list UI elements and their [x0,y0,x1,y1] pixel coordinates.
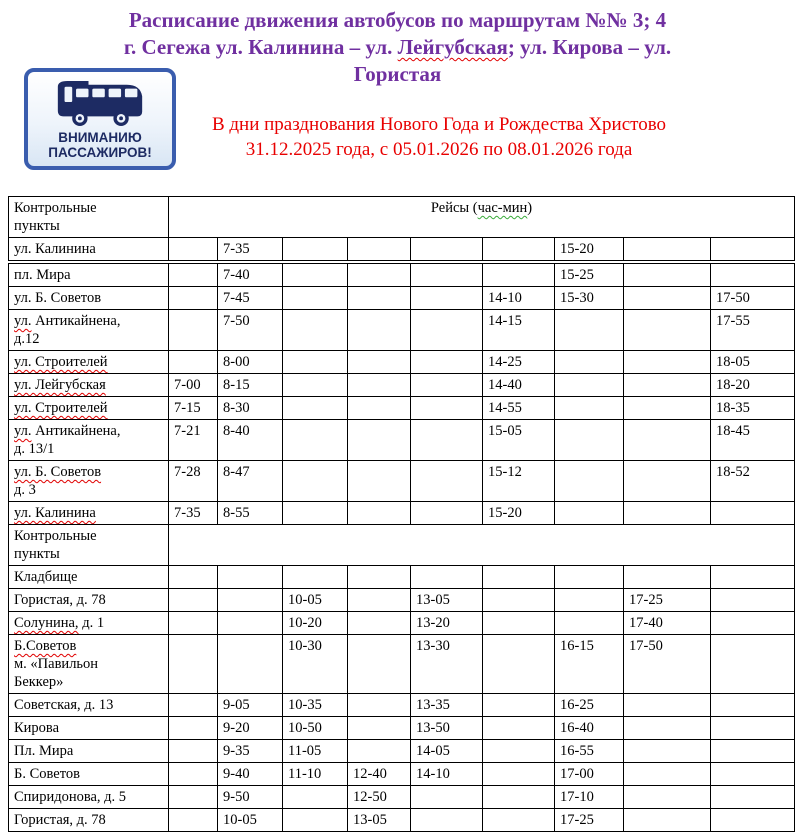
holiday-notice-line1: В дни празднования Нового Года и Рождества Христово [211,114,667,135]
time-cell: 9-40 [218,763,283,786]
time-cell: 16-40 [555,717,624,740]
time-cell [348,635,411,694]
time-cell [624,786,711,809]
time-cell [283,420,348,461]
time-cell [411,461,483,502]
time-cell [348,612,411,635]
time-cell [283,238,348,263]
time-cell: 7-28 [169,461,218,502]
time-cell [711,694,795,717]
time-cell [411,397,483,420]
time-cell [624,310,711,351]
table-row [9,612,795,635]
time-cell [411,238,483,263]
time-cell [169,262,218,287]
time-cell [555,420,624,461]
time-cell: 16-55 [555,740,624,763]
time-cell [411,566,483,589]
time-cell [169,740,218,763]
time-cell [348,310,411,351]
time-cell [555,310,624,351]
time-cell: 10-35 [283,694,348,717]
time-cell: 18-05 [711,351,795,374]
time-cell: 18-52 [711,461,795,502]
time-cell: 7-21 [169,420,218,461]
time-cell: 7-15 [169,397,218,420]
spellcheck-squiggle: ул. [14,423,32,439]
time-cell [283,310,348,351]
time-cell: 13-20 [411,612,483,635]
table-row [9,717,795,740]
time-cell: 10-05 [283,589,348,612]
stop-cell: ул. Антикайнена, д.12 [9,310,169,351]
badge-text-line2: ПАССАЖИРОВ! [48,145,152,160]
stop-cell: Гористая, д. 78 [9,589,169,612]
time-cell: 8-40 [218,420,283,461]
time-cell: 7-35 [218,238,283,263]
time-cell [483,740,555,763]
time-cell [348,374,411,397]
time-cell [411,786,483,809]
time-cell: 15-30 [555,287,624,310]
time-cell [711,740,795,763]
time-cell [411,502,483,525]
time-cell: 14-05 [411,740,483,763]
table-row [9,635,795,694]
stop-cell: Кирова [9,717,169,740]
time-cell: 7-35 [169,502,218,525]
attention-passengers-badge [24,68,176,170]
time-cell [283,461,348,502]
time-cell [711,786,795,809]
time-cell [348,589,411,612]
time-cell: 14-10 [411,763,483,786]
spellcheck-squiggle: Солунина, [14,615,79,631]
time-cell [624,397,711,420]
time-cell [411,351,483,374]
time-cell [283,351,348,374]
time-cell: 10-05 [218,809,283,832]
time-cell [348,287,411,310]
time-cell [411,420,483,461]
time-cell: 11-05 [283,740,348,763]
time-cell [283,566,348,589]
time-cell [483,238,555,263]
table-row [9,763,795,786]
time-cell [555,502,624,525]
time-cell [169,310,218,351]
time-cell [483,694,555,717]
trips-header-post: ) [527,200,533,216]
stop-cell [9,397,169,420]
time-cell [711,612,795,635]
time-cell [411,287,483,310]
time-cell [624,717,711,740]
table-row [9,351,795,374]
section-header-spacer-cell [169,525,795,566]
time-cell [169,635,218,694]
time-cell [411,809,483,832]
table-row [9,502,795,525]
time-cell: 12-40 [348,763,411,786]
time-cell [283,786,348,809]
page-title: Расписание движения автобусов по маршрутам №№ 3; 4 г. Сегежа ул. Калинина – ул. Лейгубская; ул. Кирова – ул. Гористая [123,8,672,86]
time-cell: 8-55 [218,502,283,525]
time-cell [624,566,711,589]
time-cell [348,740,411,763]
stop-cell: ул. Б. Советов д. 3 [9,461,169,502]
time-cell: 10-30 [283,635,348,694]
time-cell [555,612,624,635]
table-row [9,786,795,809]
time-cell [483,262,555,287]
time-cell [348,351,411,374]
stop-cell: Гористая, д. 78 [9,809,169,832]
stop-cell [9,374,169,397]
time-cell [555,566,624,589]
time-cell [348,420,411,461]
time-cell [711,566,795,589]
table-row [9,420,795,461]
time-cell [624,461,711,502]
time-cell: 13-05 [411,589,483,612]
time-cell [411,310,483,351]
time-cell [218,566,283,589]
time-cell [555,351,624,374]
time-cell [169,351,218,374]
time-cell: 9-50 [218,786,283,809]
table-row [9,287,795,310]
time-cell [283,287,348,310]
header-area [0,0,795,196]
time-cell [483,566,555,589]
time-cell: 14-40 [483,374,555,397]
time-cell: 14-10 [483,287,555,310]
time-cell: 11-10 [283,763,348,786]
time-cell: 15-20 [555,238,624,263]
time-cell [348,397,411,420]
table-row [9,262,795,287]
time-cell: 8-15 [218,374,283,397]
time-cell [624,809,711,832]
table-row [9,310,795,351]
time-cell [624,420,711,461]
time-cell: 16-15 [555,635,624,694]
time-cell [624,740,711,763]
time-cell [169,717,218,740]
time-cell: 17-10 [555,786,624,809]
time-cell [555,461,624,502]
spellcheck-squiggle: ул. Строителей [14,400,108,416]
time-cell [169,763,218,786]
time-cell [348,717,411,740]
time-cell [283,502,348,525]
time-cell [348,694,411,717]
time-cell [283,809,348,832]
time-cell [283,262,348,287]
time-cell [624,502,711,525]
spellcheck-squiggle: ул. Лейгубская [14,377,106,393]
time-cell [483,635,555,694]
stop-cell: Солунина, д. 1 [9,612,169,635]
holiday-notice-line2: 31.12.2025 года, с 05.01.2026 по 08.01.2026 года [245,139,633,160]
time-cell: 18-35 [711,397,795,420]
stop-cell: ул. Калинина [9,238,169,263]
time-cell: 9-35 [218,740,283,763]
time-cell: 9-20 [218,717,283,740]
time-cell [711,238,795,263]
stop-cell: Спиридонова, д. 5 [9,786,169,809]
time-cell: 14-55 [483,397,555,420]
stop-cell: Б.Советов м. «Павильон Беккер» [9,635,169,694]
time-cell: 10-50 [283,717,348,740]
time-cell: 14-15 [483,310,555,351]
stop-cell: ул. Б. Советов [9,287,169,310]
section-header-row [9,525,795,566]
schedule-table [8,196,795,832]
stop-cell [9,502,169,525]
time-cell [348,502,411,525]
time-cell: 17-25 [555,809,624,832]
time-cell [711,589,795,612]
time-cell [711,502,795,525]
time-cell [169,589,218,612]
time-cell: 13-05 [348,809,411,832]
time-cell: 13-50 [411,717,483,740]
time-cell [348,566,411,589]
table-header-row [9,197,795,238]
time-cell [555,374,624,397]
time-cell [169,694,218,717]
stop-cell: Контрольные пункты [9,525,169,566]
spellcheck-squiggle: Б.Советов [14,638,77,654]
time-cell: 17-50 [711,287,795,310]
stop-cell: ул. Антикайнена, д. 13/1 [9,420,169,461]
time-cell: 9-05 [218,694,283,717]
time-cell [624,351,711,374]
time-cell [283,397,348,420]
time-cell [711,635,795,694]
spellcheck-squiggle: Лейгубская [397,35,508,59]
time-cell [169,786,218,809]
trips-header-cell [169,197,795,238]
table-row [9,740,795,763]
time-cell [348,461,411,502]
table-row [9,238,795,263]
time-cell: 17-25 [624,589,711,612]
table-row [9,461,795,502]
time-cell: 10-20 [283,612,348,635]
time-cell [624,287,711,310]
time-cell [711,262,795,287]
time-cell [169,612,218,635]
time-cell: 7-40 [218,262,283,287]
stop-cell: Кладбище [9,566,169,589]
time-cell: 17-55 [711,310,795,351]
time-cell [711,763,795,786]
time-cell: 12-50 [348,786,411,809]
time-cell [411,262,483,287]
time-cell [218,589,283,612]
time-cell [555,397,624,420]
time-cell: 8-30 [218,397,283,420]
table-row [9,566,795,589]
time-cell [169,809,218,832]
table-row [9,809,795,832]
time-cell [483,809,555,832]
time-cell [555,589,624,612]
time-cell [169,566,218,589]
trips-header-unit: час-мин [477,200,528,216]
time-cell: 15-25 [555,262,624,287]
stop-cell: Советская, д. 13 [9,694,169,717]
time-cell [348,262,411,287]
time-cell: 17-00 [555,763,624,786]
stop-cell: Пл. Мира [9,740,169,763]
time-cell [624,763,711,786]
time-cell: 15-05 [483,420,555,461]
time-cell: 18-45 [711,420,795,461]
spellcheck-squiggle: ул. Калинина [14,505,96,521]
spellcheck-squiggle: ул. Строителей [14,354,108,370]
table-row [9,589,795,612]
trips-header-pre: Рейсы ( [430,200,478,216]
time-cell [711,717,795,740]
time-cell [624,694,711,717]
schedule-table-body [9,197,795,832]
time-cell [218,635,283,694]
time-cell: 13-35 [411,694,483,717]
time-cell [483,763,555,786]
bus-icon [54,76,146,130]
time-cell [411,374,483,397]
time-cell: 15-20 [483,502,555,525]
time-cell: 16-25 [555,694,624,717]
time-cell [483,717,555,740]
time-cell: 8-00 [218,351,283,374]
time-cell [483,612,555,635]
time-cell: 17-50 [624,635,711,694]
stop-cell [9,351,169,374]
corner-header-cell: Контрольные пункты [9,197,169,238]
time-cell [624,262,711,287]
stop-cell: Б. Советов [9,763,169,786]
time-cell: 7-50 [218,310,283,351]
table-row [9,397,795,420]
table-row [9,694,795,717]
time-cell: 7-45 [218,287,283,310]
time-cell [348,238,411,263]
time-cell [283,374,348,397]
time-cell [169,238,218,263]
time-cell [483,589,555,612]
time-cell: 8-47 [218,461,283,502]
time-cell [169,287,218,310]
time-cell [624,238,711,263]
table-row [9,374,795,397]
time-cell: 7-00 [169,374,218,397]
time-cell: 13-30 [411,635,483,694]
spellcheck-squiggle: ул. Б. Советов [14,464,102,480]
badge-text-line1: ВНИМАНИЮ [58,130,142,145]
time-cell [624,374,711,397]
time-cell: 17-40 [624,612,711,635]
time-cell: 14-25 [483,351,555,374]
stop-cell: пл. Мира [9,262,169,287]
spellcheck-squiggle: ул. [14,313,32,329]
time-cell [483,786,555,809]
time-cell [711,809,795,832]
time-cell [218,612,283,635]
time-cell: 18-20 [711,374,795,397]
holiday-notice [178,112,700,162]
time-cell: 15-12 [483,461,555,502]
